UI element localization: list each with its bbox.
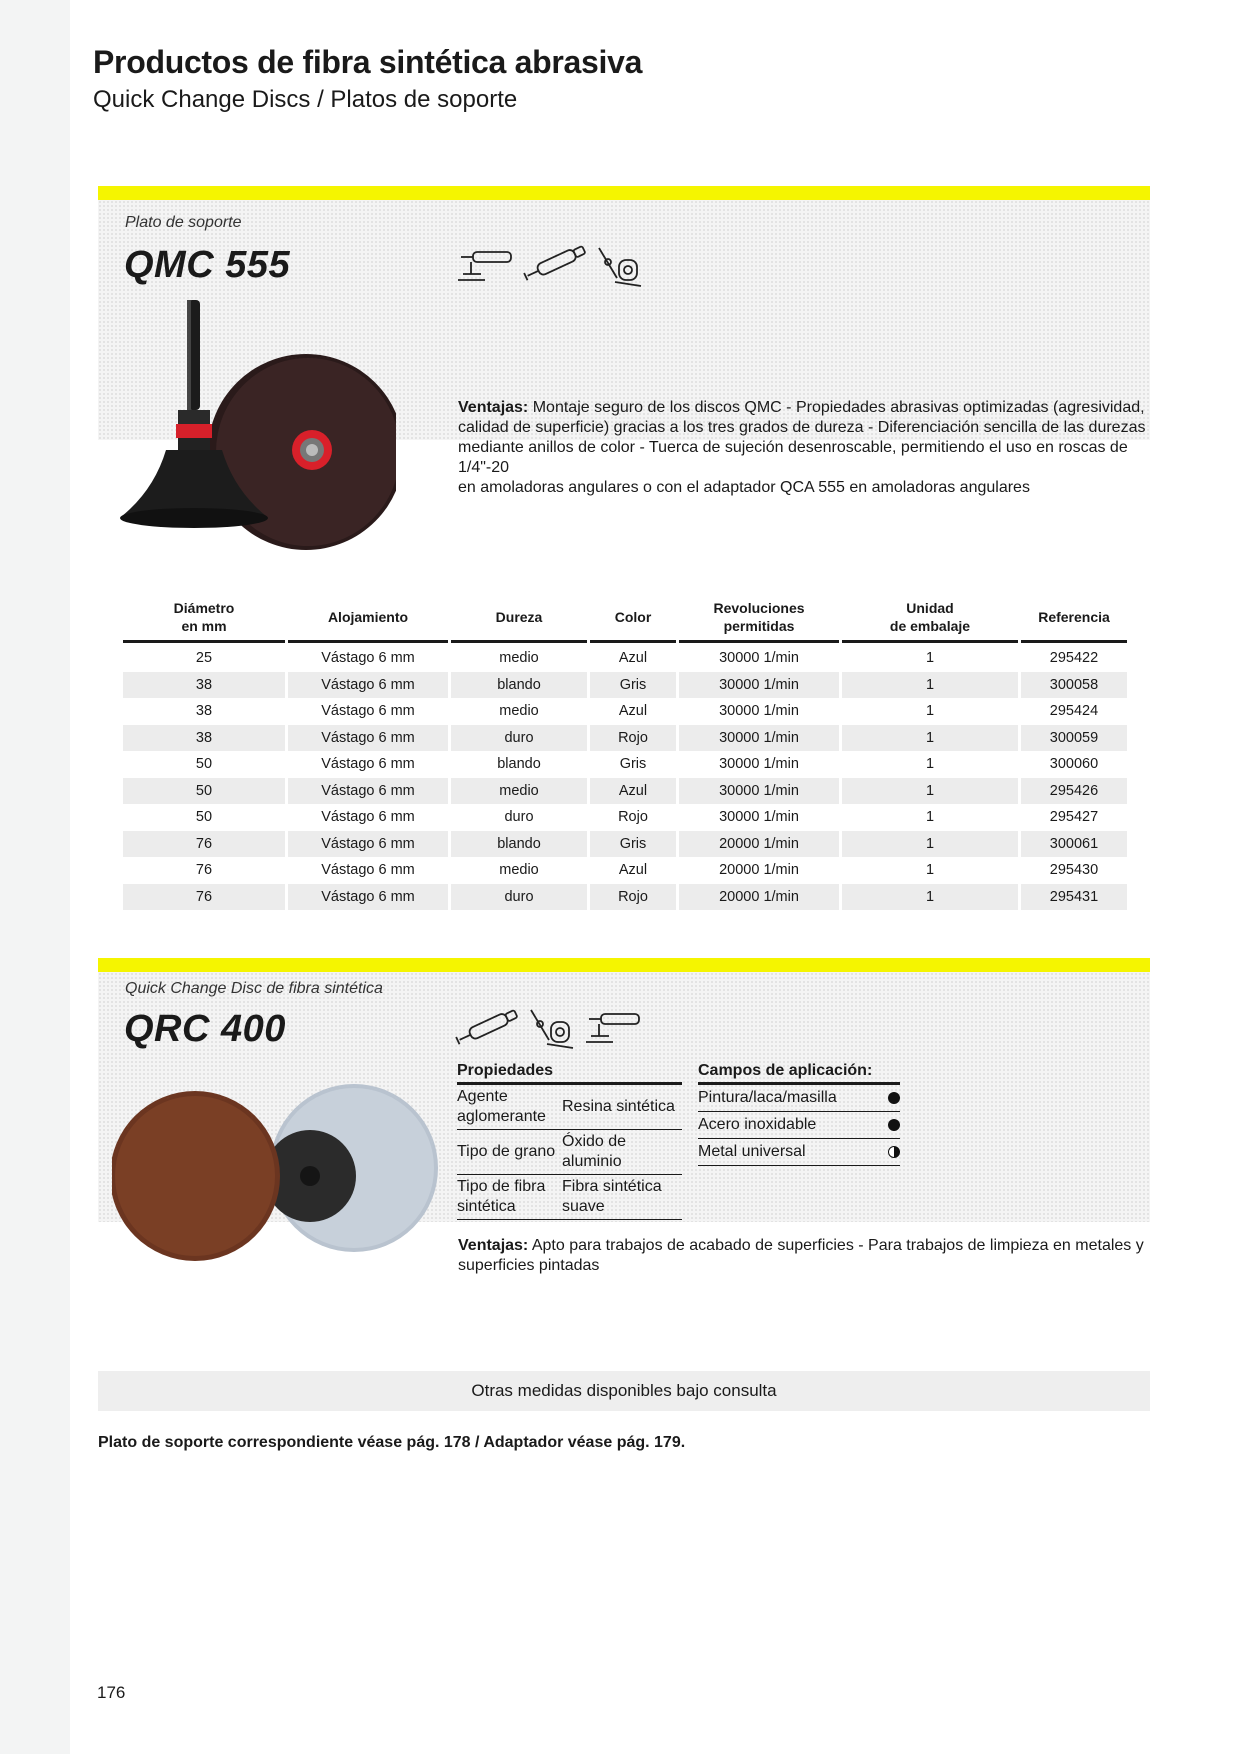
qmc-model: QMC 555 — [124, 244, 291, 286]
table-row — [123, 725, 1127, 752]
half-circle-icon — [888, 1146, 900, 1158]
cell-diameter: 38 — [195, 703, 213, 720]
cell-mount: Vástago 6 mm — [321, 756, 415, 773]
cell-rpm: 30000 1/min — [679, 672, 839, 699]
qrc-advantages — [458, 1236, 1148, 1276]
cell-color: Gris — [619, 756, 647, 773]
cell-mount: Vástago 6 mm — [321, 703, 415, 720]
table-row — [123, 831, 1127, 858]
qrc-product-image — [112, 1080, 442, 1264]
qrc-category: Quick Change Disc de fibra sintética — [125, 980, 383, 997]
property-key: Agente aglomerante — [457, 1084, 562, 1130]
property-row — [457, 1084, 682, 1130]
cell-diameter: 25 — [123, 643, 285, 672]
col-header-reference: Referencia — [1021, 598, 1127, 643]
cell-color: Azul — [618, 703, 648, 720]
cell-rpm: 20000 1/min — [679, 884, 839, 911]
cell-hardness: medio — [499, 862, 539, 879]
cell-color: Azul — [618, 862, 648, 879]
straight-grinder-icon — [523, 244, 586, 282]
cell-diameter: 50 — [123, 778, 285, 805]
cell-pack-unit: 1 — [925, 756, 935, 773]
cell-pack-unit: 1 — [842, 643, 1018, 672]
cell-diameter: 50 — [195, 809, 213, 826]
qmc-advantages — [458, 398, 1148, 498]
angle-grinder-icon — [458, 252, 511, 280]
cell-reference: 295422 — [1021, 643, 1127, 672]
property-key: Tipo de grano — [457, 1130, 562, 1175]
cell-hardness: duro — [504, 809, 534, 826]
cell-color: Azul — [590, 643, 676, 672]
cell-hardness: medio — [451, 643, 587, 672]
cell-hardness: blando — [451, 831, 587, 858]
cell-color: Rojo — [618, 809, 648, 826]
cell-mount: Vástago 6 mm — [288, 831, 448, 858]
property-value: Óxido de aluminio — [562, 1130, 682, 1175]
qmc-advantages-line: en amoladoras angulares o con el adaptador QCA 555 en amoladoras angulares — [458, 479, 1030, 496]
application-field-label: Acero inoxidable — [698, 1112, 880, 1139]
cell-rpm: 30000 1/min — [719, 703, 799, 720]
cell-reference: 295424 — [1049, 703, 1099, 720]
properties-header: Propiedades — [457, 1060, 682, 1084]
cell-diameter: 76 — [195, 862, 213, 879]
cell-pack-unit: 1 — [842, 672, 1018, 699]
table-row — [123, 698, 1127, 725]
cell-mount: Vástago 6 mm — [288, 672, 448, 699]
section-accent-bar — [98, 186, 1150, 200]
cell-rpm: 30000 1/min — [679, 643, 839, 672]
qrc-properties-table — [457, 1060, 682, 1220]
cell-diameter: 50 — [195, 756, 213, 773]
col-header-pack-unit: Unidad de embalaje — [842, 598, 1018, 643]
qrc-advantages-line: Apto para trabajos de acabado de superficies - Para trabajos de limpieza en metales y — [531, 1237, 1144, 1254]
qrc-tool-icons — [455, 1004, 655, 1054]
cell-hardness: duro — [451, 884, 587, 911]
qmc-advantages-line: calidad de superficie) gracias a los tres grados de dureza - Diferenciación sencilla de las durezas — [458, 419, 1146, 436]
table-row — [123, 751, 1127, 778]
cell-pack-unit: 1 — [842, 884, 1018, 911]
cell-hardness: medio — [451, 778, 587, 805]
cell-diameter: 38 — [123, 672, 285, 699]
full-circle-icon — [888, 1119, 900, 1131]
cross-reference-note: Plato de soporte correspondiente véase pág. 178 / Adaptador véase pág. 179. — [98, 1434, 686, 1451]
qmc-spec-table — [120, 598, 1130, 910]
cell-mount: Vástago 6 mm — [321, 862, 415, 879]
straight-grinder-icon — [455, 1008, 518, 1046]
qmc-tool-icons — [455, 242, 655, 292]
qmc-spec-table-header — [123, 598, 1127, 643]
page-number: 176 — [97, 1683, 126, 1702]
application-field-label: Pintura/laca/masilla — [698, 1084, 880, 1112]
cell-pack-unit: 1 — [925, 703, 935, 720]
cell-diameter: 76 — [123, 884, 285, 911]
cell-rpm: 20000 1/min — [719, 862, 799, 879]
table-row — [123, 643, 1127, 672]
cell-reference: 300060 — [1049, 756, 1099, 773]
cell-mount: Vástago 6 mm — [288, 725, 448, 752]
qmc-spec-table-body — [123, 643, 1127, 910]
availability-note: Otras medidas disponibles bajo consulta — [98, 1371, 1150, 1411]
application-field-row — [698, 1084, 900, 1112]
table-row — [123, 672, 1127, 699]
qmc-advantages-label: Ventajas: — [458, 399, 529, 416]
cell-reference: 295430 — [1049, 862, 1099, 879]
page-subtitle: Quick Change Discs / Platos de soporte — [93, 86, 518, 113]
application-field-row — [698, 1139, 900, 1166]
application-fields-header: Campos de aplicación: — [698, 1060, 900, 1084]
qrc-advantages-line: superficies pintadas — [458, 1257, 600, 1274]
cell-reference: 295431 — [1021, 884, 1127, 911]
qmc-advantages-line: Montaje seguro de los discos QMC - Propiedades abrasivas optimizadas (agresividad, — [532, 399, 1145, 416]
application-field-row — [698, 1112, 900, 1139]
cell-color: Rojo — [590, 725, 676, 752]
cell-rpm: 20000 1/min — [679, 831, 839, 858]
cell-reference: 300059 — [1021, 725, 1127, 752]
table-row — [123, 778, 1127, 805]
cell-rpm: 30000 1/min — [719, 756, 799, 773]
cell-reference: 300061 — [1021, 831, 1127, 858]
qmc-advantages-line: mediante anillos de color - Tuerca de sujeción desenroscable, permitiendo el uso en roscas de 1/4"-20 — [458, 439, 1128, 476]
cell-mount: Vástago 6 mm — [288, 884, 448, 911]
table-row — [123, 884, 1127, 911]
angle-grinder-icon — [586, 1014, 639, 1042]
qmc-category: Plato de soporte — [125, 214, 242, 231]
cell-hardness: blando — [451, 672, 587, 699]
cell-diameter: 38 — [123, 725, 285, 752]
cell-rpm: 30000 1/min — [719, 809, 799, 826]
cell-pack-unit: 1 — [925, 809, 935, 826]
section-accent-bar — [98, 958, 1150, 972]
property-key: Tipo de fibra sintética — [457, 1175, 562, 1220]
page-side-strip — [0, 0, 70, 1754]
cell-reference: 295427 — [1049, 809, 1099, 826]
property-value: Fibra sintética suave — [562, 1175, 682, 1220]
cell-diameter: 76 — [123, 831, 285, 858]
cell-reference: 295426 — [1021, 778, 1127, 805]
cell-mount: Vástago 6 mm — [321, 809, 415, 826]
property-value: Resina sintética — [562, 1084, 682, 1130]
cordless-drill-icon — [531, 1010, 573, 1048]
cell-hardness: medio — [499, 703, 539, 720]
cell-pack-unit: 1 — [842, 831, 1018, 858]
col-header-color: Color — [590, 598, 676, 643]
property-row — [457, 1175, 682, 1220]
cell-rpm: 30000 1/min — [679, 725, 839, 752]
cell-pack-unit: 1 — [925, 862, 935, 879]
col-header-rpm: Revoluciones permitidas — [679, 598, 839, 643]
full-circle-icon — [888, 1092, 900, 1104]
cell-pack-unit: 1 — [842, 778, 1018, 805]
cell-mount: Vástago 6 mm — [288, 778, 448, 805]
cell-reference: 300058 — [1021, 672, 1127, 699]
table-row — [123, 804, 1127, 831]
qrc-advantages-label: Ventajas: — [458, 1237, 529, 1254]
cell-rpm: 30000 1/min — [679, 778, 839, 805]
cell-color: Azul — [590, 778, 676, 805]
cell-color: Rojo — [590, 884, 676, 911]
cell-color: Gris — [590, 831, 676, 858]
page-title: Productos de fibra sintética abrasiva — [93, 44, 643, 80]
application-field-label: Metal universal — [698, 1139, 880, 1166]
cordless-drill-icon — [599, 248, 641, 286]
qrc-application-fields-table — [698, 1060, 900, 1166]
cell-hardness: duro — [451, 725, 587, 752]
cell-mount: Vástago 6 mm — [288, 643, 448, 672]
qrc-model: QRC 400 — [124, 1008, 286, 1050]
cell-pack-unit: 1 — [842, 725, 1018, 752]
cell-color: Gris — [590, 672, 676, 699]
qmc-product-image — [116, 290, 396, 550]
property-row — [457, 1130, 682, 1175]
col-header-hardness: Dureza — [451, 598, 587, 643]
col-header-diameter: Diámetro en mm — [123, 598, 285, 643]
table-row — [123, 857, 1127, 884]
cell-hardness: blando — [497, 756, 541, 773]
col-header-mount: Alojamiento — [288, 598, 448, 643]
